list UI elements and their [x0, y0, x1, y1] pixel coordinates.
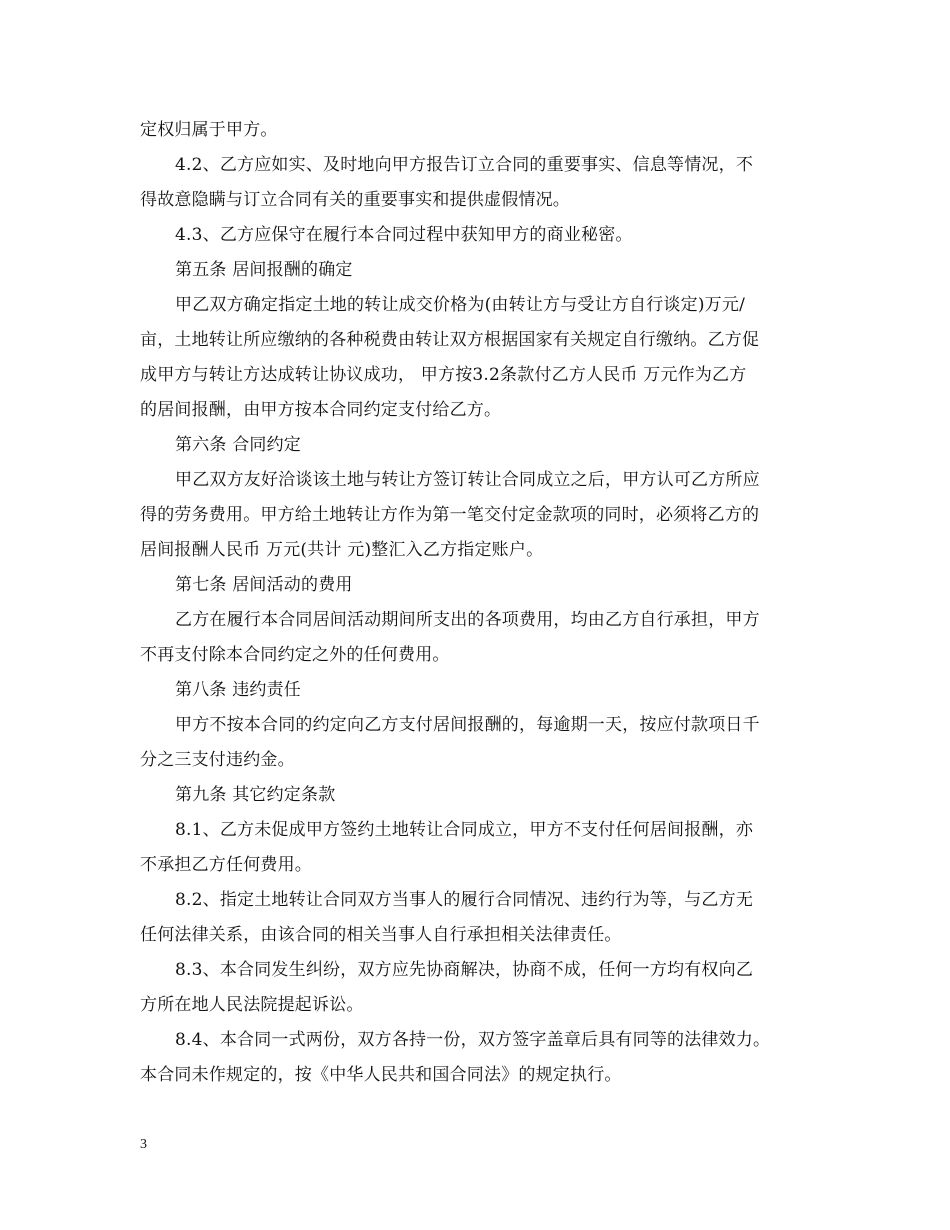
- text-line: 分之三支付违约金。: [140, 750, 295, 770]
- text-line: 的居间报酬，由甲方按本合同约定支付给乙方。: [140, 400, 502, 420]
- text-line: 8.4、本合同一式两份，双方各持一份，双方签字盖章后具有同等的法律效力。: [175, 1030, 771, 1050]
- text-line: 本合同未作规定的，按《中华人民共和国合同法》的规定执行。: [140, 1065, 622, 1085]
- text-line: 得的劳务费用。甲方给土地转让方作为第一笔交付定金款项的同时，必须将乙方的: [140, 505, 760, 525]
- text-line: 8.1、乙方未促成甲方签约土地转让合同成立，甲方不支付任何居间报酬，亦: [175, 820, 754, 840]
- text-line: 不再支付除本合同约定之外的任何费用。: [140, 645, 450, 665]
- text-line: 得故意隐瞒与订立合同有关的重要事实和提供虚假情况。: [140, 190, 570, 210]
- page-number: 3: [140, 1137, 147, 1152]
- text-line: 方所在地人民法院提起诉讼。: [140, 995, 364, 1015]
- section-heading: 第八条 违约责任: [175, 680, 302, 700]
- text-line: 8.3、本合同发生纠纷，双方应先协商解决，协商不成，任何一方均有权向乙: [175, 960, 754, 980]
- section-heading: 第五条 居间报酬的确定: [175, 260, 353, 280]
- section-heading: 第七条 居间活动的费用: [175, 575, 353, 595]
- text-line: 成甲方与转让方达成转让协议成功， 甲方按3.2条款付乙方人民币 万元作为乙方: [140, 365, 747, 385]
- text-line: 不承担乙方任何费用。: [140, 855, 312, 875]
- text-line: 甲乙双方友好洽谈该土地与转让方签订转让合同成立之后，甲方认可乙方所应: [175, 470, 760, 490]
- text-line: 8.2、指定土地转让合同双方当事人的履行合同情况、违约行为等，与乙方无: [175, 890, 754, 910]
- text-line: 4.2、乙方应如实、及时地向甲方报告订立合同的重要事实、信息等情况，不: [175, 155, 754, 175]
- text-line: 甲方不按本合同的约定向乙方支付居间报酬的，每逾期一天，按应付款项日千: [175, 715, 760, 735]
- text-line: 4.3、乙方应保守在履行本合同过程中获知甲方的商业秘密。: [175, 225, 633, 245]
- text-line: 居间报酬人民币 万元(共计 元)整汇入乙方指定账户。: [140, 540, 544, 560]
- text-line: 亩，土地转让所应缴纳的各种税费由转让双方根据国家有关规定自行缴纳。乙方促: [140, 330, 760, 350]
- section-heading: 第九条 其它约定条款: [175, 785, 336, 805]
- text-line: 定权归属于甲方。: [140, 120, 278, 140]
- section-heading: 第六条 合同约定: [175, 435, 302, 455]
- text-line: 乙方在履行本合同居间活动期间所支出的各项费用，均由乙方自行承担，甲方: [175, 610, 760, 630]
- text-line: 任何法律关系，由该合同的相关当事人自行承担相关法律责任。: [140, 925, 622, 945]
- text-line: 甲乙双方确定指定土地的转让成交价格为(由转让方与受让方自行谈定)万元/: [175, 295, 745, 315]
